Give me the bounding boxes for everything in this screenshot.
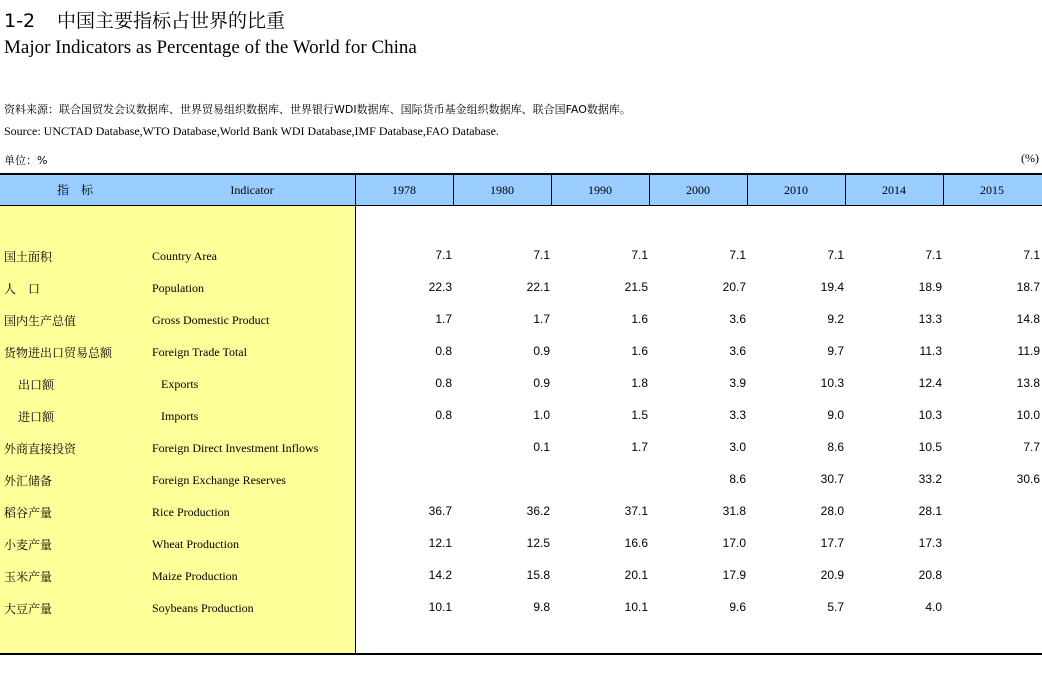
value-cell: 8.6 (827, 440, 844, 454)
table-row (0, 561, 1042, 593)
value-cell: 7.1 (729, 248, 746, 262)
value-cell: 0.8 (435, 408, 452, 422)
indicator-cn: 出口额 (18, 378, 55, 392)
value-cell: 3.3 (729, 408, 746, 422)
value-cell: 1.6 (631, 312, 648, 326)
table-row (0, 465, 1042, 497)
value-cell: 13.3 (918, 312, 942, 326)
header-year: 2015 (980, 183, 1004, 197)
value-cell: 10.3 (918, 408, 942, 422)
value-cell: 0.8 (435, 344, 452, 358)
indicator-en: Foreign Direct Investment Inflows (152, 441, 319, 455)
value-cell: 4.0 (925, 600, 942, 614)
value-cell: 18.7 (1016, 280, 1040, 294)
value-cell: 14.8 (1016, 312, 1040, 326)
value-cell: 10.5 (918, 440, 942, 454)
value-cell: 28.1 (918, 504, 942, 518)
value-cell: 9.8 (533, 600, 550, 614)
table-row (0, 273, 1042, 305)
table-row (0, 401, 1042, 433)
value-cell: 31.8 (722, 504, 746, 518)
value-cell: 1.7 (631, 440, 648, 454)
table-row (0, 337, 1042, 369)
indicator-en: Rice Production (152, 505, 230, 519)
header-sep (943, 175, 944, 206)
indicator-cn: 大豆产量 (4, 602, 53, 616)
header-year: 2000 (686, 183, 710, 197)
header-year: 2010 (784, 183, 808, 197)
table-row (0, 369, 1042, 401)
table-row (0, 497, 1042, 529)
value-cell: 1.6 (631, 344, 648, 358)
indicator-en: Population (152, 281, 205, 295)
indicator-en: Gross Domestic Product (152, 313, 270, 327)
value-cell: 14.2 (428, 568, 452, 582)
header-year: 1978 (392, 183, 416, 197)
title-cn-text: 中国主要指标占世界的比重 (57, 10, 286, 32)
indicator-cn: 外汇储备 (4, 474, 53, 488)
value-cell: 30.7 (820, 472, 844, 486)
value-cell: 9.2 (827, 312, 844, 326)
value-cell: 7.1 (1023, 248, 1040, 262)
value-cell: 21.5 (624, 280, 648, 294)
value-cell: 36.7 (428, 504, 452, 518)
value-cell: 1.7 (435, 312, 452, 326)
indicator-cn: 小麦产量 (4, 538, 53, 552)
value-cell: 20.9 (820, 568, 844, 582)
header-year: 2014 (882, 183, 906, 197)
value-cell: 17.3 (918, 536, 942, 550)
value-cell: 12.1 (428, 536, 452, 550)
value-cell: 7.1 (435, 248, 452, 262)
value-cell: 17.0 (722, 536, 746, 550)
value-cell: 10.3 (820, 376, 844, 390)
title-en: Major Indicators as Percentage of the World for China (4, 37, 417, 58)
table-row (0, 305, 1042, 337)
value-cell: 30.6 (1016, 472, 1040, 486)
table-bottom-rule (0, 653, 1042, 655)
value-cell: 7.1 (925, 248, 942, 262)
value-cell: 10.1 (428, 600, 452, 614)
header-indicator-en: Indicator (230, 183, 274, 197)
table-row (0, 529, 1042, 561)
title-cn (4, 6, 285, 33)
indicator-cn: 国内生产总值 (4, 314, 77, 328)
value-cell: 18.9 (918, 280, 942, 294)
source-en: Source: UNCTAD Database,WTO Database,World Bank WDI Database,IMF Database,FAO Database. (4, 124, 499, 138)
indicator-cn: 货物进出口贸易总额 (4, 346, 113, 360)
value-cell: 15.8 (526, 568, 550, 582)
indicator-en: Wheat Production (152, 537, 239, 551)
indicator-en: Exports (161, 377, 199, 391)
table-number: 1-2 (4, 10, 36, 32)
value-cell: 36.2 (526, 504, 550, 518)
value-cell: 16.6 (624, 536, 648, 550)
value-cell: 1.8 (631, 376, 648, 390)
header-sep (747, 175, 748, 206)
value-cell: 3.6 (729, 344, 746, 358)
header-sep (453, 175, 454, 206)
value-cell: 28.0 (820, 504, 844, 518)
value-cell: 7.1 (827, 248, 844, 262)
value-cell: 10.0 (1016, 408, 1040, 422)
value-cell: 11.9 (1017, 344, 1040, 358)
value-cell: 20.7 (722, 280, 746, 294)
value-cell: 3.9 (729, 376, 746, 390)
indicator-en: Country Area (152, 249, 217, 263)
value-cell: 12.4 (918, 376, 942, 390)
value-cell: 8.6 (729, 472, 746, 486)
indicator-en: Maize Production (152, 569, 238, 583)
indicator-cn: 稻谷产量 (4, 506, 53, 520)
value-cell: 3.6 (729, 312, 746, 326)
indicator-en: Soybeans Production (152, 601, 254, 615)
value-cell: 12.5 (526, 536, 550, 550)
indicator-en: Foreign Exchange Reserves (152, 473, 286, 487)
value-cell: 19.4 (820, 280, 844, 294)
value-cell: 7.1 (533, 248, 550, 262)
table-row (0, 433, 1042, 465)
indicator-cn: 人 口 (4, 282, 41, 296)
header-year: 1990 (588, 183, 612, 197)
value-cell: 22.1 (526, 280, 550, 294)
indicator-cn: 进口额 (18, 410, 55, 424)
source-cn: 资料来源：联合国贸发会议数据库、世界贸易组织数据库、世界银行WDI数据库、国际货币基金组织数据库、联合国FAO数据库。 (4, 103, 631, 116)
value-cell: 11.3 (919, 344, 942, 358)
value-cell: 33.2 (918, 472, 942, 486)
indicator-cn: 国土面积 (4, 250, 53, 264)
indicator-en: Imports (161, 409, 199, 423)
value-cell: 0.1 (533, 440, 550, 454)
value-cell: 17.7 (820, 536, 844, 550)
table-header (0, 173, 1042, 206)
value-cell: 20.1 (624, 568, 648, 582)
header-sep (551, 175, 552, 206)
value-cell: 22.3 (428, 280, 452, 294)
table-row (0, 241, 1042, 273)
indicator-cn: 外商直接投资 (4, 442, 77, 456)
value-cell: 7.1 (631, 248, 648, 262)
value-cell: 0.8 (435, 376, 452, 390)
value-cell: 20.8 (918, 568, 942, 582)
indicator-cn: 玉米产量 (4, 570, 53, 584)
value-cell: 1.7 (533, 312, 550, 326)
header-year: 1980 (490, 183, 514, 197)
value-cell: 9.0 (827, 408, 844, 422)
unit-cn: 单位：% (4, 154, 48, 167)
value-cell: 0.9 (533, 376, 550, 390)
value-cell: 17.9 (722, 568, 746, 582)
header-indicator-cn: 指 标 (56, 183, 93, 197)
value-cell: 9.6 (729, 600, 746, 614)
value-cell: 5.7 (827, 600, 844, 614)
value-cell: 13.8 (1016, 376, 1040, 390)
unit-symbol: (%) (1021, 151, 1039, 165)
header-sep (845, 175, 846, 206)
value-cell: 3.0 (729, 440, 746, 454)
value-cell: 0.9 (533, 344, 550, 358)
value-cell: 1.0 (533, 408, 550, 422)
table-row (0, 593, 1042, 625)
value-cell: 1.5 (631, 408, 648, 422)
indicator-en: Foreign Trade Total (152, 345, 247, 359)
value-cell: 9.7 (827, 344, 844, 358)
header-sep (649, 175, 650, 206)
data-table (0, 173, 1042, 655)
value-cell: 7.7 (1023, 440, 1040, 454)
value-cell: 10.1 (624, 600, 648, 614)
value-cell: 37.1 (624, 504, 648, 518)
